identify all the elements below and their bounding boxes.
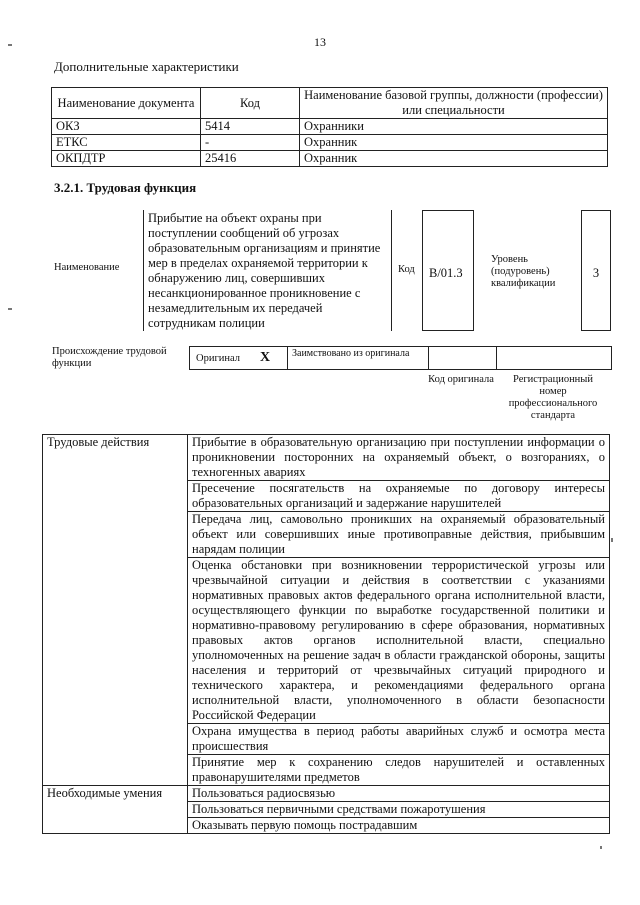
cell-doc: ОКПДТР — [52, 151, 201, 167]
reg-number-caption: Регистрационный номер профессионального стандарта — [508, 374, 598, 421]
function-name-box — [143, 210, 392, 331]
level-box — [581, 210, 611, 331]
borrowed-label: Заимствовано из оригинала — [292, 348, 410, 359]
action-item: Оценка обстановки при возникновении террористической угрозы или чрезвычайной ситуации и действия в соответствии с указаниями нормативных правовых актов федерального органа исполнительной власти, осуществляющего функции по выработке государственной политики и нормативно-правовому регулированию в сфере образования, нормативных правовых актов органов исполнительной власти, специально уполномоченных на решение задач в области гражданской обороны, защиты населения и территорий от чрезвычайных ситуаций природного и технического характера, и рекомендациями федерального органа исполнительной власти, уполномоченного в области безопасности Российской Федерации — [188, 558, 610, 724]
page-number: 13 — [314, 35, 326, 49]
level-label: Уровень (подуровень) квалификации — [491, 254, 556, 289]
action-item: Прибытие в образовательную организацию при поступлении информации о проникновении посторонних на охраняемый объект, о возгораниях, о техногенных авариях — [188, 435, 610, 481]
actions-table — [42, 434, 610, 834]
additional-table — [51, 87, 608, 167]
cell-code: 25416 — [201, 151, 300, 167]
origin-label: Происхождение трудовой функции — [52, 346, 167, 369]
cell-code: 5414 — [201, 119, 300, 135]
function-code-box — [422, 210, 474, 331]
function-name-text: Прибытие на объект охраны при поступлении сообщений об угрозах образовательным организациям и принятие мер в пределах охраняемой территории к обнаружению лиц, совершивших несанкционированное проникновение с незамедлительным их передачей сотрудникам полиции — [148, 211, 381, 330]
additional-heading: Дополнительные характеристики — [54, 59, 239, 74]
table-row — [52, 135, 608, 151]
code-original-caption: Код оригинала — [428, 374, 494, 385]
actions-label: Трудовые действия — [43, 435, 188, 786]
level-value: 3 — [592, 266, 600, 280]
skill-item: Пользоваться первичными средствами пожаротушения — [188, 802, 610, 818]
header-doc-name: Наименование документа — [52, 88, 201, 119]
action-item: Пресечение посягательств на охраняемые по договору интересы образовательных организаций и задержание нарушителей — [188, 481, 610, 512]
function-heading: 3.2.1. Трудовая функция — [54, 180, 197, 195]
name-label: Наименование — [54, 262, 120, 273]
header-code: Код — [201, 88, 300, 119]
cell-name: Охранники — [300, 119, 608, 135]
table-row — [52, 119, 608, 135]
cell-code: - — [201, 135, 300, 151]
action-item: Принятие мер к сохранению следов нарушителей и оставленных правонарушителями предметов — [188, 755, 610, 786]
skills-label: Необходимые умения — [43, 786, 188, 834]
code-label: Код — [398, 264, 415, 275]
action-item: Передача лиц, самовольно проникших на охраняемый образовательный объект или совершивших иные противоправные действия, прибывшим нарядам полиции — [188, 512, 610, 558]
action-item: Охрана имущества в период работы аварийных служб и осмотра места происшествия — [188, 724, 610, 755]
original-mark: X — [260, 350, 271, 365]
original-label: Оригинал — [196, 353, 240, 364]
origin-box — [189, 346, 612, 370]
table-row — [52, 151, 608, 167]
skill-item: Пользоваться радиосвязью — [188, 786, 610, 802]
cell-name: Охранник — [300, 151, 608, 167]
cell-doc: ЕТКС — [52, 135, 201, 151]
skill-item: Оказывать первую помощь пострадавшим — [188, 818, 610, 834]
function-code-value: B/01.3 — [429, 266, 463, 280]
cell-name: Охранник — [300, 135, 608, 151]
cell-doc: ОКЗ — [52, 119, 201, 135]
header-group-name: Наименование базовой группы, должности (профессии) или специальности — [300, 88, 608, 119]
